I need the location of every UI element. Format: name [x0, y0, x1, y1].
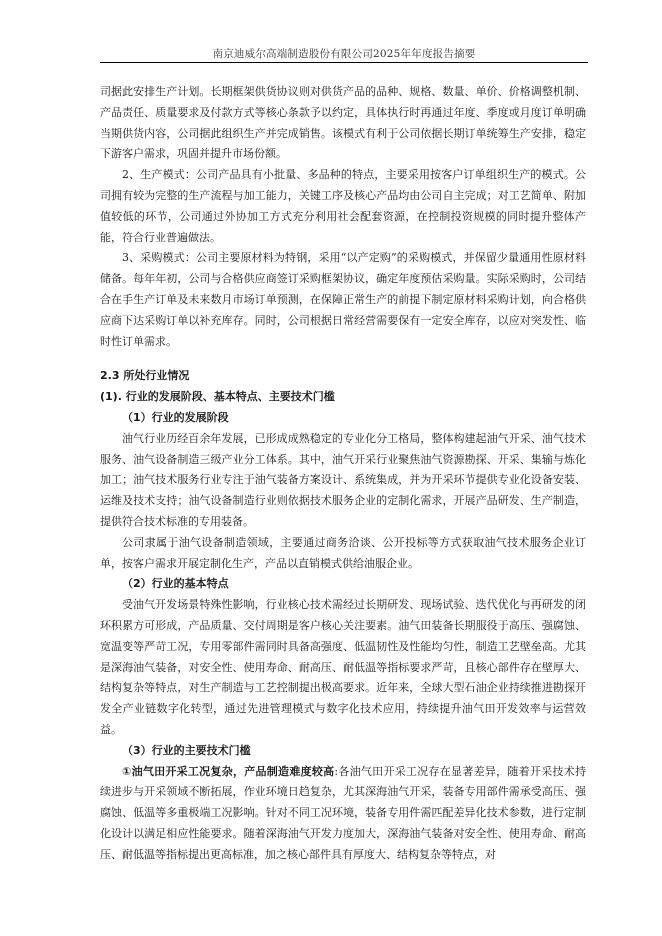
- section-title: 2.3 所处行业情况: [100, 369, 190, 383]
- page-header: 南京迪威尔高端制造股份有限公司2025年年度报告摘要: [212, 48, 476, 60]
- paragraph-sales-mode-continued: 司据此安排生产计划。长期框架供货协议则对供货产品的品种、规格、数量、单价、价格调整机制、产品责任、质量要求及付款方式等核心条款予以约定，具体执行时再通过年度、季度或月度订单明确当期供货内容，公司据此组织生产并完成销售。该模式有利于公司依据长期订单统筹生产安排，稳定下游客户需求，巩固并提升市场份额。: [100, 85, 586, 161]
- paragraph-development-stage: 油气行业历经百余年发展，已形成成熟稳定的专业化分工格局，整体构建起油气开采、油气技术服务、油气设备制造三级产业分工体系。其中，油气开采行业聚焦油气资源勘探、开采、集输与炼化加工；油气技术服务行业专注于油气装备方案设计、系统集成，并为开采环节提供专业化设备安装、运维及技术支持；油气设备制造行业则依据技术服务企业的定制化需求，开展产品研发、生产制造，提供符合技术标准的专用装备。: [100, 431, 586, 528]
- subsection-title: (1). 行业的发展阶段、基本特点、主要技术门槛: [100, 390, 335, 404]
- header-divider: [100, 62, 588, 63]
- barrier-lead-text: ①油气田开采工况复杂，产品制造难度较高: [122, 764, 335, 778]
- heading-basic-features: （2）行业的基本特点: [122, 577, 229, 591]
- paragraph-technical-barriers: [100, 762, 586, 866]
- document-body: [100, 82, 586, 865]
- paragraph-basic-features: 受油气开发场景特殊性影响，行业核心技术需经过长期研发、现场试验、迭代优化与再研发的闭环积累方可形成，产品质量、交付周期是客户核心关注要素。油气田装备长期服役于高压、强腐蚀、宽温变等严苛工况，专用零部件需同时具备高强度、低温韧性及性能均匀性，制造工艺壁垒高。尤其是深海油气装备，对安全性、使用寿命、耐高压、耐低温等指标要求严苛，且核心部件存在壁厚大、结构复杂等特点，对生产制造与工艺控制提出极高要求。近年来，全球大型石油企业持续推进勘探开发全产业链数字化转型，通过先进管理模式与数字化技术应用，持续提升油气田开发效率与运营效益。: [100, 598, 586, 736]
- paragraph-production-mode: 2、生产模式：公司产品具有小批量、多品种的特点，主要采用按客户订单组织生产的模式。公司拥有较为完整的生产流程与加工能力，关键工序及核心产品均由公司自主完成；对工艺简单、附加值较低的环节，公司通过外协加工方式充分利用社会配套资源，在控制投资规模的同时提升整体产能，符合行业普遍做法。: [100, 168, 586, 244]
- heading-development-stage: （1）行业的发展阶段: [122, 410, 229, 424]
- paragraph-procurement-mode: 3、采购模式：公司主要原材料为特钢，采用“以产定购”的采购模式，并保留少量通用性原材料储备。每年年初，公司与合格供应商签订采购框架协议，确定年度预估采购量。实际采购时，公司结合在手生产订单及未来数月市场订单预测，在保障正常生产的前提下制定原材料采购计划，向合格供应商下达采购订单以补充库存。同时，公司根据日常经营需要保有一定安全库存，以应对突发性、临时性订单需求。: [100, 251, 586, 348]
- barrier-body-text: :各油气田开采工况存在显著差异，随着开采技术持续进步与开采领域不断拓展，作业环境日趋复杂，尤其深海油气开采，装备专用部件需承受高压、强腐蚀、低温等多重极端工况影响。针对不同工况环境，装备专用件需匹配差异化技术参数，进行定制化设计以满足相应性能要求。随着深海油气开发力度加大，深海油气装备对安全性、使用寿命、耐高压、耐低温等指标提出更高标准，加之核心部件具有厚度大、结构复杂等特点，对: [100, 764, 586, 861]
- heading-technical-barriers: （3）行业的主要技术门槛: [122, 743, 251, 757]
- paragraph-company-position: 公司隶属于油气设备制造领域，主要通过商务洽谈、公开投标等方式获取油气技术服务企业订单，按客户需求开展定制化生产，产品以直销模式供给油服企业。: [100, 535, 586, 570]
